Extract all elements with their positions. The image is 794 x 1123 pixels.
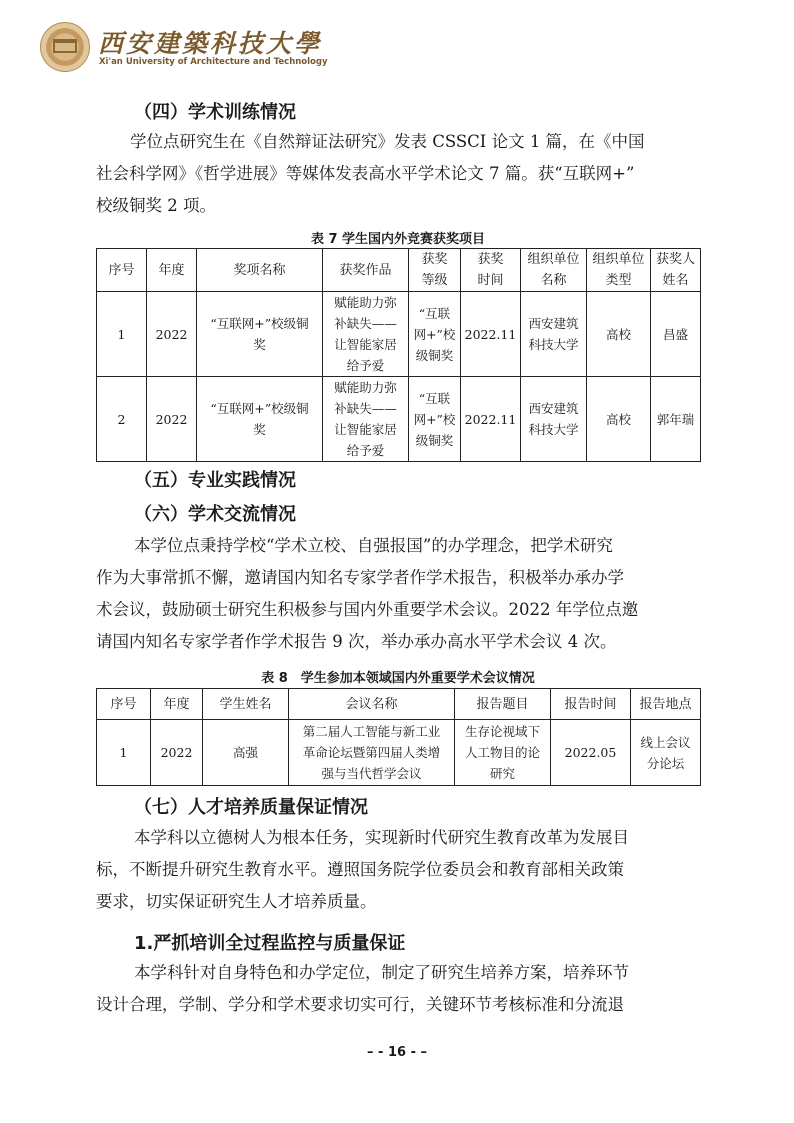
para-line: 作为大事常抓不懈，邀请国内知名专家学者作学术报告，积极举办承办学 — [96, 568, 624, 587]
cell-year: 2022 — [147, 377, 197, 462]
header-cell: 学生姓名 — [203, 689, 289, 720]
header-cell: 组织单位 类型 — [587, 249, 651, 292]
cell-student: 高强 — [203, 720, 289, 786]
cell-year: 2022 — [151, 720, 203, 786]
header-cell: 获奖 时间 — [461, 249, 521, 292]
cell-year: 2022 — [147, 292, 197, 377]
header-cell: 获奖人 姓名 — [651, 249, 701, 292]
cell-person: 昌盛 — [651, 292, 701, 377]
paragraph-academic-exchange — [96, 530, 638, 658]
header-cell: 获奖作品 — [323, 249, 409, 292]
cell-award: “互联网+”校级铜 奖 — [197, 292, 323, 377]
cell-meeting: 第二届人工智能与新工业 革命论坛暨第四届人类增 强与当代哲学会议 — [289, 720, 455, 786]
cell-no: 1 — [97, 720, 151, 786]
table-row — [97, 292, 701, 377]
header-cell: 报告题目 — [455, 689, 551, 720]
section-heading-professional-practice: （五）专业实践情况 — [134, 470, 296, 491]
cell-time: 2022.05 — [551, 720, 631, 786]
university-name-cn: 西安建築科技大學 — [98, 29, 323, 58]
header-cell: 奖项名称 — [197, 249, 323, 292]
cell-time: 2022.11 — [461, 377, 521, 462]
para-line: 校级铜奖 2 项。 — [96, 196, 216, 215]
cell-person: 郭年瑞 — [651, 377, 701, 462]
table-row — [97, 720, 701, 786]
para-line: 本学位点秉持学校“学术立校、自强报国”的办学理念，把学术研究 — [134, 536, 613, 555]
cell-org-type: 高校 — [587, 292, 651, 377]
header-cell: 组织单位 名称 — [521, 249, 587, 292]
cell-level: “互联 网+”校 级铜奖 — [409, 377, 461, 462]
cell-work: 赋能助力弥 补缺失—— 让智能家居 给予爱 — [323, 292, 409, 377]
header-cell: 年度 — [151, 689, 203, 720]
para-line: 本学科针对自身特色和办学定位，制定了研究生培养方案，培养环节 — [134, 963, 629, 982]
cell-award: “互联网+”校级铜 奖 — [197, 377, 323, 462]
table-row — [97, 377, 701, 462]
cell-place: 线上会议 分论坛 — [631, 720, 701, 786]
table8-caption: 表 8 学生参加本领域国内外重要学术会议情况 — [261, 671, 535, 686]
cell-no: 2 — [97, 377, 147, 462]
cell-org-type: 高校 — [587, 377, 651, 462]
para-line: 设计合理，学制、学分和学术要求切实可行，关键环节考核标准和分流退 — [96, 995, 624, 1014]
para-line: 请国内知名专家学者作学术报告 9 次，举办承办高水平学术会议 4 次。 — [96, 632, 617, 651]
section-heading-quality-assurance: （七）人才培养质量保证情况 — [134, 797, 368, 818]
table8-header-row — [97, 689, 701, 720]
header-cell: 获奖 等级 — [409, 249, 461, 292]
subsection-heading-process-monitoring: 1.严抓培训全过程监控与质量保证 — [134, 933, 406, 954]
cell-work: 赋能助力弥 补缺失—— 让智能家居 给予爱 — [323, 377, 409, 462]
para-line: 本学科以立德树人为根本任务，实现新时代研究生教育改革为发展目 — [134, 828, 629, 847]
cell-org: 西安建筑 科技大学 — [521, 377, 587, 462]
page-number: – - 16 - – — [367, 1045, 427, 1060]
header-cell: 报告时间 — [551, 689, 631, 720]
cell-topic: 生存论视域下 人工物目的论 研究 — [455, 720, 551, 786]
paragraph-process-monitoring — [96, 957, 629, 1021]
section-heading-academic-exchange: （六）学术交流情况 — [134, 504, 296, 525]
table7-header-row — [97, 249, 701, 292]
table7-awards — [96, 248, 701, 462]
para-line: 学位点研究生在《自然辩证法研究》发表 CSSCI 论文 1 篇，在《中国 — [130, 132, 645, 151]
para-line: 标，不断提升研究生教育水平。遵照国务院学位委员会和教育部相关政策 — [96, 860, 624, 879]
university-seal-logo — [40, 22, 90, 72]
para-line: 社会科学网》《哲学进展》等媒体发表高水平学术论文 7 篇。获“互联网+” — [96, 164, 635, 183]
table8-conferences — [96, 688, 701, 786]
paragraph-academic-training — [96, 126, 645, 222]
header-cell: 报告地点 — [631, 689, 701, 720]
cell-no: 1 — [97, 292, 147, 377]
para-line: 要求，切实保证研究生人才培养质量。 — [96, 892, 377, 911]
cell-level: “互联 网+”校 级铜奖 — [409, 292, 461, 377]
header-cell: 会议名称 — [289, 689, 455, 720]
cell-org: 西安建筑 科技大学 — [521, 292, 587, 377]
header-cell: 序号 — [97, 249, 147, 292]
university-name-en: Xi'an University of Architecture and Technology — [99, 57, 328, 67]
paragraph-quality-assurance — [96, 822, 629, 918]
header-cell: 序号 — [97, 689, 151, 720]
para-line: 术会议，鼓励硕士研究生积极参与国内外重要学术会议。2022 年学位点邀 — [96, 600, 639, 619]
header-cell: 年度 — [147, 249, 197, 292]
table7-caption: 表 7 学生国内外竞赛获奖项目 — [310, 232, 486, 247]
section-heading-academic-training: （四）学术训练情况 — [134, 102, 296, 123]
cell-time: 2022.11 — [461, 292, 521, 377]
